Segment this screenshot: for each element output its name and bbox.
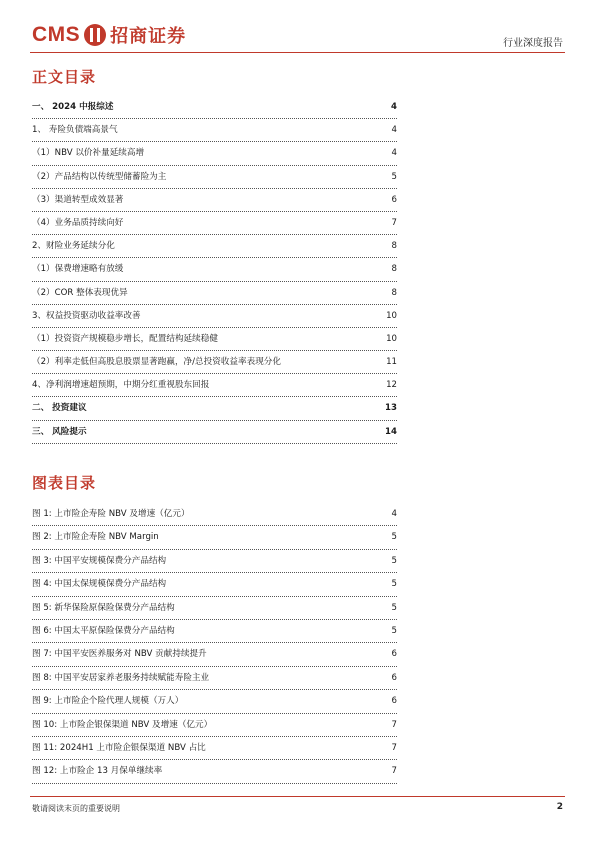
- toc-entry-page: 7: [391, 217, 397, 228]
- toc-entry[interactable]: [32, 526, 397, 549]
- logo-emblem-icon: [84, 24, 106, 46]
- toc-entry[interactable]: [32, 166, 397, 189]
- toc-entry[interactable]: [32, 235, 397, 258]
- toc-entry-label: （1）投资资产规模稳步增长，配置结构延续稳健: [32, 333, 218, 344]
- toc-entry[interactable]: [32, 573, 397, 596]
- toc-entry-page: 5: [391, 555, 397, 566]
- toc-entry-page: 4: [391, 102, 397, 112]
- contents-list: [32, 96, 397, 444]
- toc-entry[interactable]: [32, 550, 397, 573]
- toc-entry-page: 6: [391, 649, 397, 660]
- logo-cn-text: 招商证券: [110, 26, 187, 47]
- header-divider: [30, 52, 565, 53]
- toc-entry-label: 2、财险业务延续分化: [32, 241, 115, 252]
- toc-entry[interactable]: [32, 142, 397, 165]
- toc-entry[interactable]: [32, 503, 397, 526]
- toc-entry-page: 4: [391, 509, 397, 519]
- page-number: 2: [556, 802, 563, 812]
- contents-title: 正文目录: [32, 68, 97, 86]
- toc-entry-page: 7: [391, 742, 397, 753]
- toc-entry-page: 6: [391, 194, 397, 205]
- charts-title: 图表目录: [32, 474, 97, 492]
- toc-entry-page: 8: [391, 241, 397, 252]
- toc-entry[interactable]: [32, 714, 397, 737]
- toc-entry-label: 1、 寿险负债端高景气: [32, 125, 118, 136]
- toc-entry-label: 图 11: 2024H1 上市险企银保渠道 NBV 占比: [32, 742, 206, 753]
- toc-entry-page: 8: [391, 287, 397, 298]
- toc-entry-label: （2）产品结构以传统型储蓄险为主: [32, 171, 167, 182]
- toc-entry-label: 三、 风险提示: [32, 426, 87, 437]
- toc-entry-page: 5: [391, 625, 397, 636]
- toc-entry-page: 5: [391, 532, 397, 543]
- disclaimer-note: 敬请阅读末页的重要说明: [32, 804, 120, 813]
- toc-entry[interactable]: [32, 258, 397, 281]
- toc-entry-page: 5: [391, 602, 397, 613]
- toc-entry-label: 图 6: 中国太平原保险保费分产品结构: [32, 625, 175, 636]
- report-type: 行业深度报告: [503, 38, 563, 49]
- toc-entry-page: 5: [391, 171, 397, 182]
- toc-entry[interactable]: [32, 351, 397, 374]
- toc-entry-label: 图 2: 上市险企寿险 NBV Margin: [32, 532, 159, 543]
- toc-entry-label: 3、权益投资驱动收益率改善: [32, 310, 141, 321]
- toc-entry-label: （2）COR 整体表现优异: [32, 287, 128, 298]
- toc-entry-label: 4、净利润增速超预期，中期分红重视股东回报: [32, 380, 210, 391]
- logo-text: CMS: [32, 23, 81, 46]
- toc-entry[interactable]: [32, 212, 397, 235]
- toc-entry-page: 13: [385, 403, 397, 414]
- toc-entry[interactable]: [32, 282, 397, 305]
- cms-logo: [32, 23, 186, 47]
- charts-list: [32, 503, 397, 784]
- toc-entry-label: （4）业务品质持续向好: [32, 217, 124, 228]
- toc-entry-label: 图 1: 上市险企寿险 NBV 及增速（亿元）: [32, 509, 190, 519]
- toc-entry[interactable]: [32, 667, 397, 690]
- toc-entry-label: 图 8: 中国平安居家养老服务持续赋能寿险主业: [32, 672, 210, 683]
- toc-entry-page: 4: [391, 125, 397, 136]
- toc-entry-page: 10: [386, 333, 397, 344]
- toc-entry[interactable]: [32, 328, 397, 351]
- toc-entry-label: 图 7: 中国平安医养服务对 NBV 贡献持续提升: [32, 649, 207, 660]
- toc-entry[interactable]: [32, 374, 397, 397]
- toc-entry-label: （1）保费增速略有放缓: [32, 264, 124, 275]
- toc-entry[interactable]: [32, 305, 397, 328]
- toc-entry[interactable]: [32, 737, 397, 760]
- toc-entry[interactable]: [32, 760, 397, 783]
- toc-entry[interactable]: [32, 189, 397, 212]
- toc-entry-label: 图 5: 新华保险原保险保费分产品结构: [32, 602, 175, 613]
- toc-entry-page: 12: [386, 380, 397, 391]
- toc-entry-page: 14: [385, 426, 397, 437]
- toc-entry-page: 10: [386, 310, 397, 321]
- toc-entry[interactable]: [32, 597, 397, 620]
- toc-entry-page: 7: [391, 766, 397, 777]
- toc-entry-label: 图 4: 中国太保规模保费分产品结构: [32, 579, 167, 590]
- toc-entry-page: 6: [391, 696, 397, 707]
- toc-entry-label: 二、 投资建议: [32, 403, 87, 414]
- toc-entry[interactable]: [32, 690, 397, 713]
- toc-entry-page: 7: [391, 719, 397, 730]
- toc-entry-label: 一、 2024 中报综述: [32, 102, 114, 112]
- toc-entry[interactable]: [32, 397, 397, 420]
- toc-entry[interactable]: [32, 421, 397, 444]
- toc-entry-label: （3）渠道转型成效显著: [32, 194, 124, 205]
- toc-entry[interactable]: [32, 119, 397, 142]
- toc-entry[interactable]: [32, 643, 397, 666]
- toc-entry-label: 图 3: 中国平安规模保费分产品结构: [32, 555, 167, 566]
- toc-entry[interactable]: [32, 620, 397, 643]
- footer-divider: [30, 796, 565, 797]
- toc-entry-label: 图 12: 上市险企 13 月保单继续率: [32, 766, 163, 777]
- toc-entry-label: 图 10: 上市险企银保渠道 NBV 及增速（亿元）: [32, 719, 213, 730]
- toc-entry[interactable]: [32, 96, 397, 119]
- toc-entry-page: 8: [391, 264, 397, 275]
- page-header: [0, 0, 595, 58]
- toc-entry-page: 5: [391, 579, 397, 590]
- toc-entry-page: 4: [391, 148, 397, 159]
- toc-entry-label: 图 9: 上市险企个险代理人规模（万人）: [32, 696, 184, 707]
- toc-entry-page: 6: [391, 672, 397, 683]
- toc-entry-label: （1）NBV 以价补量延续高增: [32, 148, 145, 159]
- toc-entry-label: （2）利率走低但高股息股票显著跑赢，净/总投资收益率表现分化: [32, 357, 281, 368]
- toc-entry-page: 11: [386, 357, 397, 368]
